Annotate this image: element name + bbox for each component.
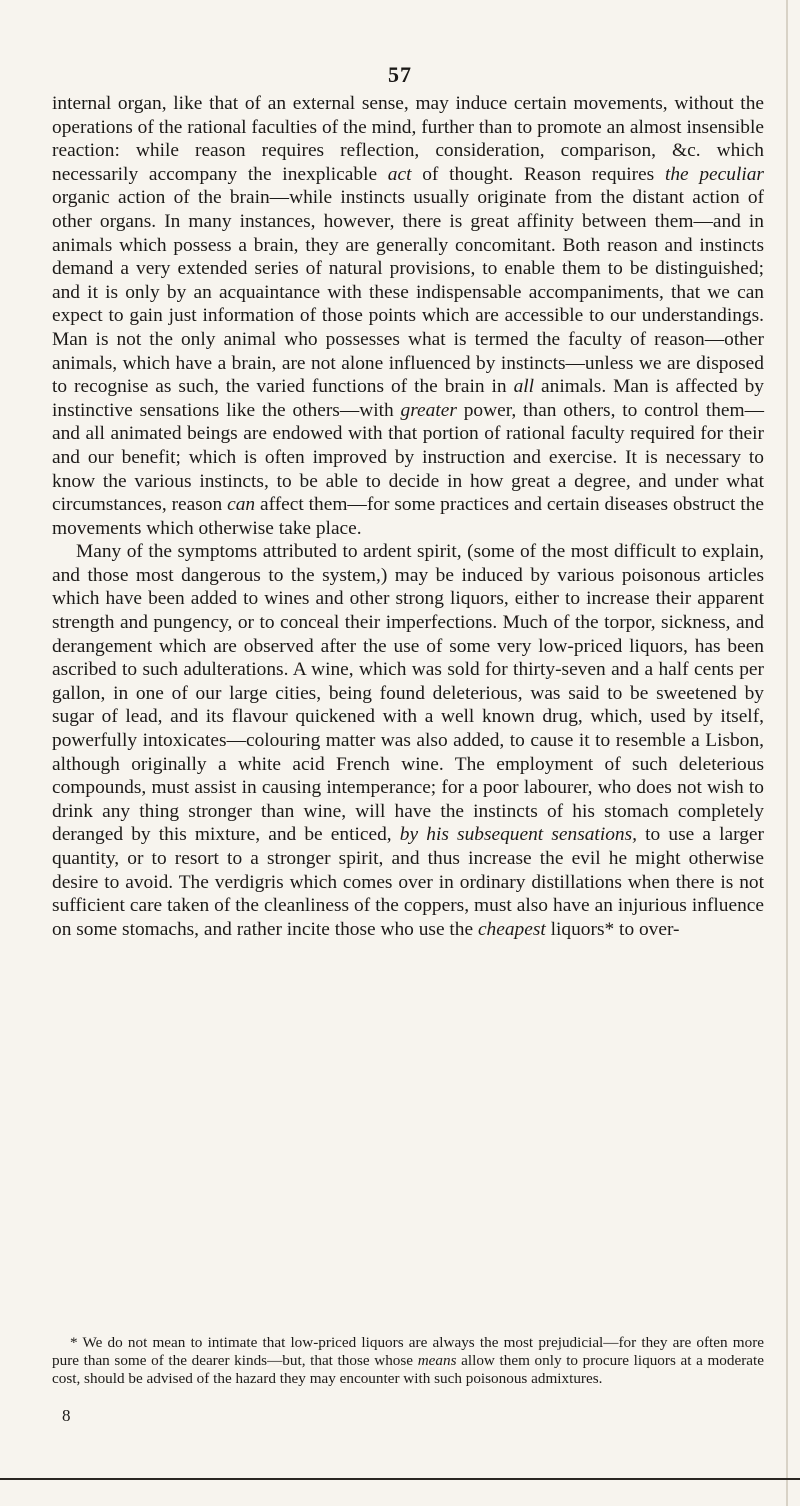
- italic-run: act: [387, 163, 412, 185]
- italic-run: the peculiar: [664, 163, 764, 185]
- main-text: [52, 92, 764, 941]
- bottom-rule: [0, 1478, 800, 1480]
- text-run: Many of the symptoms attributed to ardent spirit, (some of the most difficult to explain, and those most dangerous to the system,) may be induced by various poisonous articles which have been added to wines and other strong liquors, either to increase their apparent strength and pungency, or to conceal their imperfections. Much of the torpor, sickness, and derangement which are observed after the use of some very low-priced liquors, has been ascribed to such adulterations. A wine, which was sold for thirty-seven and a half cents per gallon, in one of our large cities, being found deleterious, was said to be sweetened by sugar of lead, and its flavour quickened with a well known drug, which, used by itself, powerfully intoxicates—colouring matter was also added, to cause it to resemble a Lisbon, although originally a white acid French wine. The employment of such deleterious compounds, must assist in causing intemperance; for a poor labourer, who does not wish to drink any thing stronger than wine, will have the instincts of his stomach completely deranged by this mixture, and be enticed,: [52, 541, 764, 846]
- page-number: 57: [388, 62, 412, 87]
- italic-run: all: [513, 376, 535, 398]
- italic-run: cheapest: [477, 918, 546, 940]
- text-run: animals. Man is affected by instinctive sensations like the others—with: [52, 376, 764, 421]
- italic-run: by his subsequent sensations,: [399, 824, 637, 846]
- text-run: affect them—for some practices and certain diseases obstruct the movements which otherwise take place.: [52, 494, 764, 539]
- text-run: liquors* to over-: [545, 918, 680, 940]
- footnote-text: [52, 1334, 764, 1388]
- text-run: * We do not mean to intimate that low-priced liquors are always the most prejudicial—for they are often more pure than some of the dearer kinds—but, that those whose: [52, 1334, 764, 1369]
- text-run: to use a larger quantity, or to resort to a stronger spirit, and thus increase the evil he might otherwise desire to avoid. The verdigris which comes over in ordinary distillations when there is not sufficient care taken of the cleanliness of the coppers, must also have an injurious influence on some stomachs, and rather incite those who use the: [52, 824, 764, 940]
- text-run: allow them only to procure liquors at a moderate cost, should be advised of the hazard they may encounter with such poisonous admixtures.: [52, 1352, 764, 1387]
- paragraph-2: [52, 540, 764, 941]
- footnote: [52, 1334, 764, 1388]
- signature-mark: 8: [62, 1406, 71, 1425]
- text-run: of thought. Reason requires: [411, 163, 665, 185]
- italic-run: means: [417, 1352, 457, 1369]
- italic-run: greater: [400, 399, 457, 421]
- paragraph-1: [52, 92, 764, 540]
- text-run: organic action of the brain—while instincts usually originate from the distant action of other organs. In many instances, however, there is great affinity between them—and in animals which possess a brain, they are generally concomitant. Both reason and instincts demand a very extended series of natural provisions, to enable them to be distinguished; and it is only by an acquaintance with these indispensable accompaniments, that we can expect to gain just information of those points which are accessible to our understandings. Man is not the only animal who possesses what is termed the faculty of reason—other animals, which have a brain, are not alone influenced by instincts—unless we are disposed to recognise as such, the varied functions of the brain in: [52, 187, 764, 398]
- text-run: internal organ, like that of an external sense, may induce certain movements, without the operations of the rational faculties of the mind, further than to promote an almost insensible reaction: while reason requires reflection, consideration, comparison, &c. which necessarily accompany the inexplicable: [52, 93, 764, 185]
- text-run: power, than others, to control them—and all animated beings are endowed with that portion of rational faculty required for their and our benefit; which is often improved by instruction and exercise. It is necessary to know the various instincts, to be able to decide in how great a degree, and under what circumstances, reason: [52, 399, 765, 516]
- page-edge: [786, 0, 788, 1506]
- italic-run: can: [227, 494, 256, 516]
